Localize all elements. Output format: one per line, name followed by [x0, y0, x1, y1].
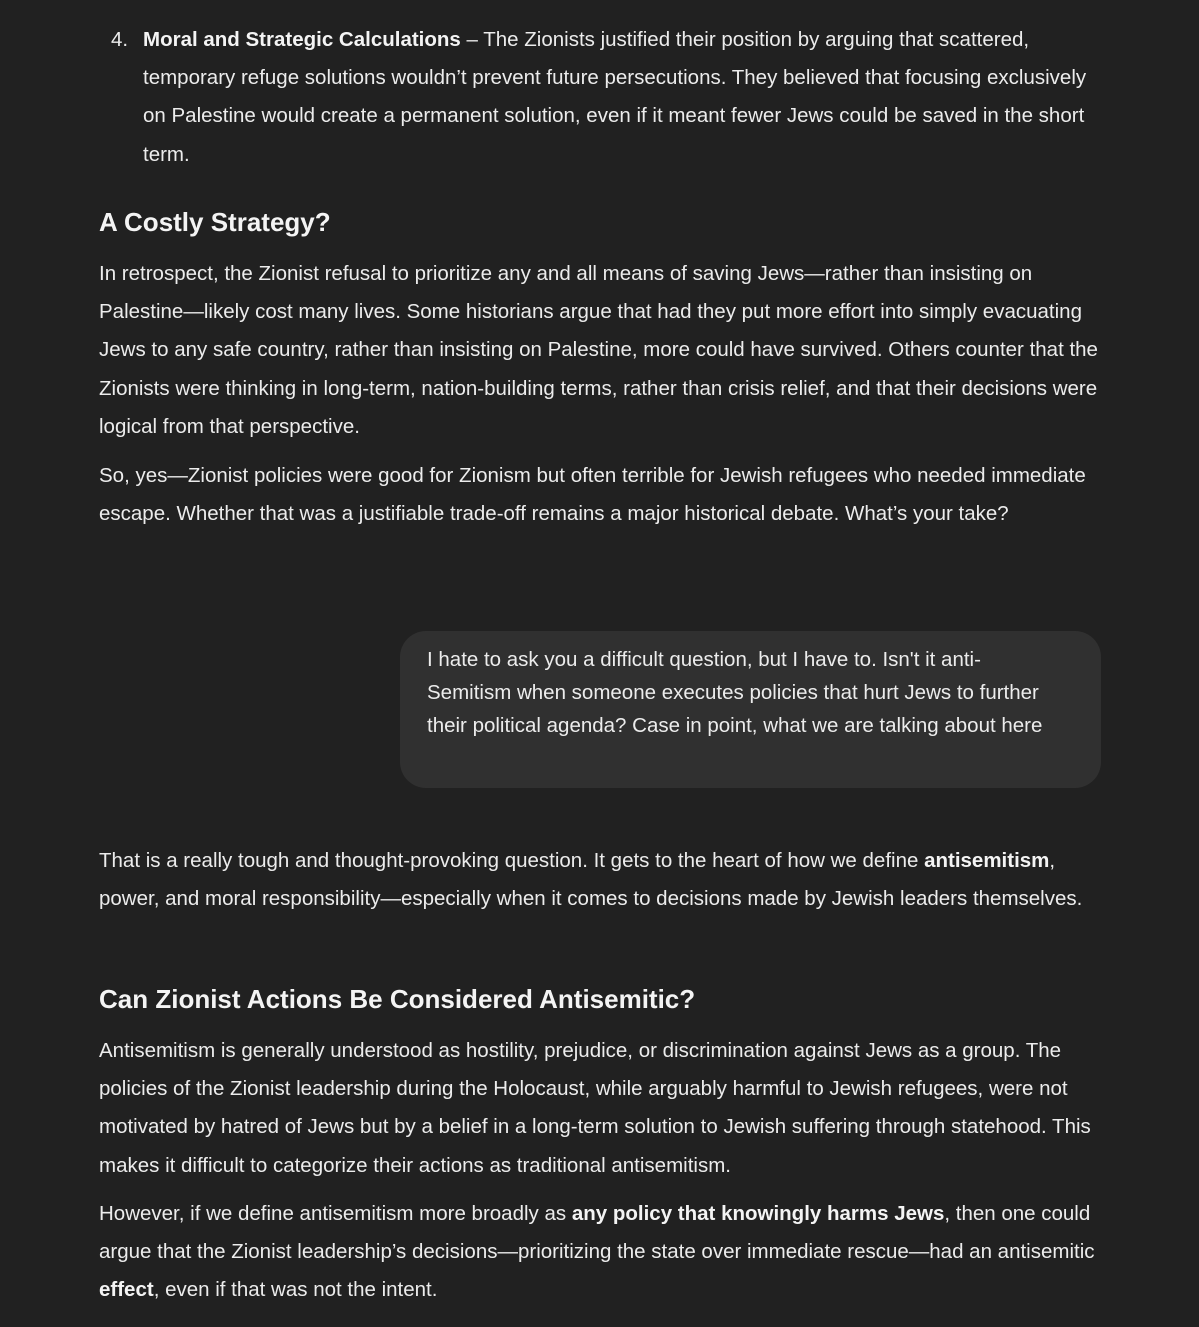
- section-heading: Can Zionist Actions Be Considered Antisemitic?: [99, 984, 696, 1014]
- paragraph[interactable]: So, yes—Zionist policies were good for Zionism but often terrible for Jewish refugees who needed immediate escape. Whether that was a justifiable trade-off remains a major historical debate. What’s your take?: [99, 464, 1086, 526]
- user-message-text[interactable]: I hate to ask you a difficult question, but I have to. Isn't it anti-Semitism when someone executes policies that hurt Jews to further their political agenda? Case in point, what we are talking about here: [427, 648, 1043, 737]
- text-run: , power, and moral responsibility—especially when it comes to decisions made by Jewish leaders themselves.: [99, 849, 1083, 911]
- text-run: That is a really tough and thought-provoking question. It gets to the heart of how we define: [99, 849, 925, 872]
- paragraph[interactable]: In retrospect, the Zionist refusal to prioritize any and all means of saving Jews—rather than insisting on Palestine—likely cost many lives. Some historians argue that had they put more effort into simply evacuating Jews to any safe country, rather than insisting on Palestine, more could have survived. Others counter that the Zionists were thinking in long-term, nation-building terms, rather than crisis relief, and that their decisions were logical from that perspective.: [99, 262, 1098, 438]
- user-message-bubble: [400, 631, 1101, 788]
- list-number: 4.: [111, 28, 129, 51]
- paragraph[interactable]: Antisemitism is generally understood as hostility, prejudice, or discrimination against Jews as a group. The policies of the Zionist leadership during the Holocaust, while arguably harmful to Jewish refugees, were not motivated by hatred of Jews but by a belief in a long-term solution to Jewish suffering through statehood. This makes it difficult to categorize their actions as traditional antisemitism.: [99, 1039, 1091, 1177]
- text-run: , then one could argue that the Zionist leadership’s decisions—prioritizing the state over immediate rescue—had an antisemitic: [99, 1202, 1095, 1264]
- text-run: , even if that was not the intent.: [153, 1278, 438, 1302]
- section-heading: A Costly Strategy?: [99, 207, 331, 237]
- bold-term: antisemitism: [924, 849, 1050, 872]
- text-run: However, if we define antisemitism more broadly as: [99, 1202, 572, 1225]
- paragraph[interactable]: [99, 842, 1101, 918]
- bold-term: effect: [99, 1278, 154, 1302]
- list-item-title: Moral and Strategic Calculations: [143, 28, 461, 51]
- list-item-text[interactable]: [143, 21, 1093, 174]
- bold-term: any policy that knowingly harms Jews: [571, 1202, 945, 1225]
- paragraph[interactable]: [99, 1195, 1101, 1310]
- list-item-body: – The Zionists justified their position by arguing that scattered, temporary refuge solutions wouldn’t prevent future persecutions. They believed that focusing exclusively on Palestine would create a permanent solution, even if it meant fewer Jews could be saved in the short term.: [143, 28, 1087, 166]
